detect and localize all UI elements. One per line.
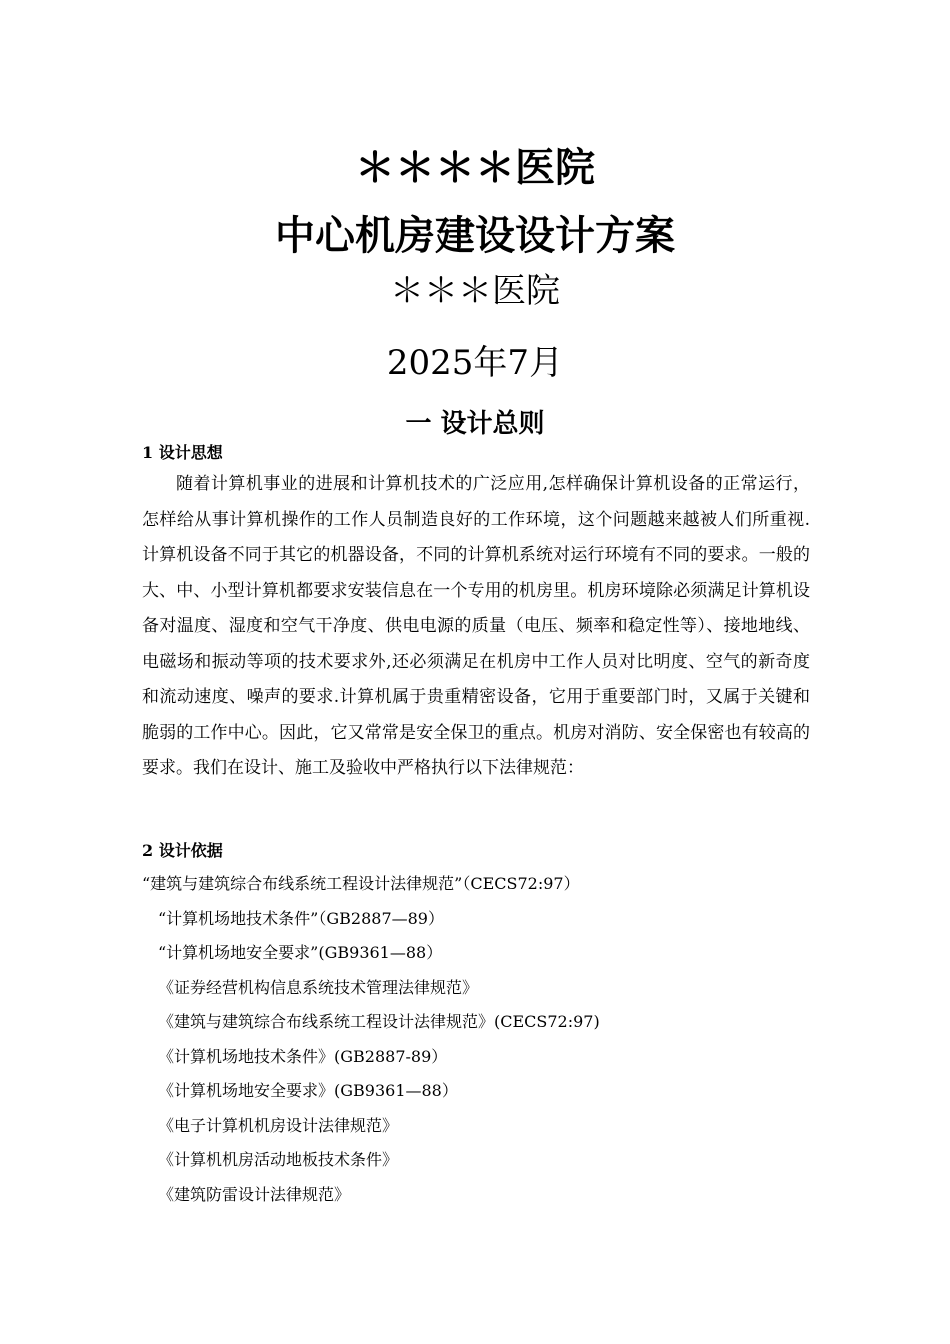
reference-item: “计算机场地技术条件”（GB2887—89）: [158, 908, 444, 928]
reference-item: 《建筑与建筑综合布线系统工程设计法律规范》(CECS72:97): [158, 1012, 600, 1031]
section-heading-general-principles: 一 设计总则: [405, 409, 545, 439]
reference-item: “计算机场地安全要求”(GB9361—88）: [158, 943, 443, 962]
subsection-heading-design-concept: 1 设计思想: [142, 443, 223, 462]
reference-item: 《建筑防雷设计法律规范》: [158, 1184, 351, 1204]
reference-item: 《电子计算机机房设计法律规范》: [158, 1115, 399, 1135]
document-organization: ＊＊＊医院: [390, 271, 560, 311]
reference-item: 《计算机场地安全要求》(GB9361—88）: [158, 1081, 458, 1100]
design-basis-reference-list: [142, 867, 822, 1212]
document-date: 2025年7月: [386, 343, 564, 383]
reference-item: 《计算机场地技术条件》(GB2887-89）: [158, 1046, 448, 1066]
reference-item: 《计算机机房活动地板技术条件》: [158, 1150, 399, 1169]
reference-item: “建筑与建筑综合布线系统工程设计法律规范”（CECS72:97）: [142, 874, 580, 893]
document-title-line1: ＊＊＊＊医院: [355, 144, 595, 191]
design-concept-paragraph: 随着计算机事业的进展和计算机技术的广泛应用,怎样确保计算机设备的正常运行，怎样给从事计算机操作的工作人员制造良好的工作环境，这个问题越来越被人们所重视.计算机设备不同于其它的机器设备，不同的计算机系统对运行环境有不同的要求。一般的大、中、小型计算机都要求安装信息在一个专用的机房里。机房环境除必须满足计算机设备对温度、湿度和空气干净度、供电电源的质量（电压、频率和稳定性等）、接地地线、电磁场和振动等项的技术要求外,还必须满足在机房中工作人员对比明度、空气的新奇度和流动速度、噪声的要求.计算机属于贵重精密设备，它用于重要部门时，又属于关键和脆弱的工作中心。因此，它又常常是安全保卫的重点。机房对消防、安全保密也有较高的要求。我们在设计、施工及验收中严格执行以下法律规范：: [142, 474, 810, 778]
reference-item: 《证券经营机构信息系统技术管理法律规范》: [158, 977, 479, 997]
document-title-line2: 中心机房建设设计方案: [275, 212, 675, 259]
subsection-heading-design-basis: 2 设计依据: [142, 841, 223, 860]
